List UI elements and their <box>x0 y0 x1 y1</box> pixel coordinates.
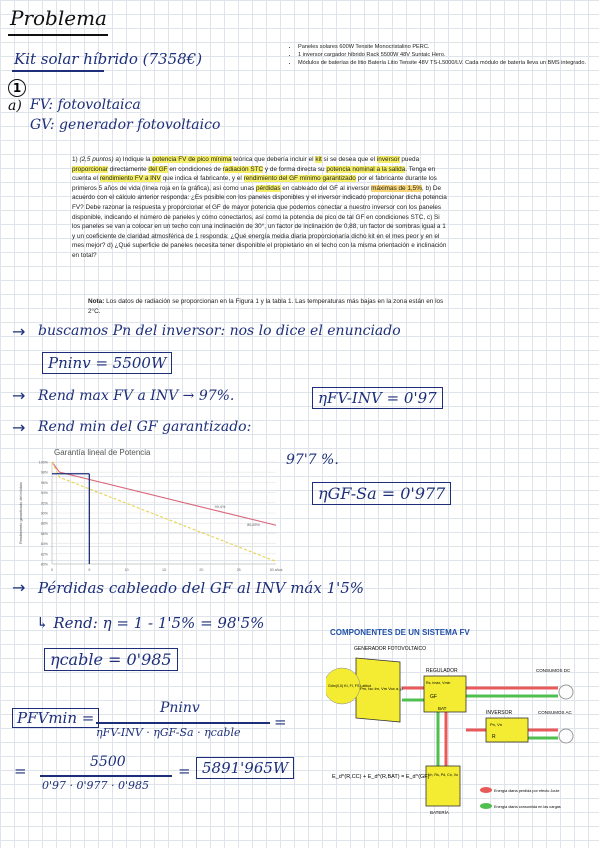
fraction-1-numerator: Pninv <box>160 700 200 716</box>
title-underline <box>8 34 108 36</box>
work-line-4: Pérdidas cableado del GF al INV máx 1'5% <box>38 579 365 597</box>
x-tick-label: 15 <box>162 568 166 572</box>
legend-green-swatch <box>480 803 492 809</box>
eta-fv-inv-box: ηFV-INV = 0'97 <box>312 387 443 409</box>
problem-text-segment: teórica que debería incluir el <box>231 156 316 163</box>
problem-text-segment: a) Indique la <box>113 156 153 163</box>
x-tick-label: 5 <box>88 568 91 572</box>
consumos-dc-label: CONSUMOS DC <box>536 668 571 673</box>
x-tick-label: 25 <box>236 568 241 572</box>
problem-points: (2,5 puntos) <box>79 156 114 163</box>
eta-cable-box: ηcable = 0'985 <box>44 648 178 671</box>
y-tick-label: 88% <box>40 521 48 526</box>
legend-green-text: Energía diaria consumida en las cargas <box>494 805 561 809</box>
generator-label: GENERADOR FOTOVOLTAICO <box>354 646 426 652</box>
consumos-ac-label: CONSUMOS AC <box>538 710 572 715</box>
highlighted-phrase: pérdidas <box>256 184 281 192</box>
problem-text-segment: . Tenga en cuenta el <box>72 165 435 183</box>
series-line-1 <box>52 462 276 561</box>
highlighted-phrase: rendimiento FV a INV <box>99 175 161 183</box>
x-tick-label: 20 <box>199 568 204 572</box>
problem-text-segment: si se desea que el <box>321 156 377 163</box>
legend-red-swatch <box>480 787 492 793</box>
problem-text-segment: en cableado del GF al inversor <box>280 184 372 192</box>
note-text: Los datos de radiación se proporcionan en la Figura 1 y la tabla 1. Las temperaturas más bajas en la zona están en los 2°C. <box>88 298 444 315</box>
highlighted-phrase: potencia nominal a la salida <box>326 165 406 173</box>
generator-inputs: Gdm(0,0) Kt, FI, FS Latitud <box>328 684 372 688</box>
y-tick-label: 80% <box>40 562 48 567</box>
data-label: 86,85% <box>247 523 261 528</box>
y-tick-label: 90% <box>40 511 48 516</box>
pn-inv-box: Pninv = 5500W <box>42 352 172 374</box>
kit-label: Kit solar híbrido (7358€) <box>14 50 203 68</box>
eta-gf-box: ηGF-Sa = 0'977 <box>312 482 451 505</box>
regulator-label: REGULADOR <box>426 668 458 674</box>
regulator-params: Rs, Imax, Vmin <box>426 681 451 685</box>
x-tick-label: 30 años <box>269 568 283 572</box>
kit-item: • Paneles solares 600W Tensite Monocristalino PERC. <box>298 43 598 51</box>
problem-text-segment: que indica el fabricante, y el <box>160 175 244 183</box>
problem-note <box>88 297 448 316</box>
work-line-5: ↳ Rend: η = 1 - 1'5% = 98'5% <box>36 614 265 632</box>
problem-text-segment: , b) De acuerdo con el cálculo anterior responda: ¿Es posible con los paneles disponibles y el inversor indicado proporcionar dicha potencia FV? Debe razonar la respuesta y proporcionar el GF de mayor potencia que podemos conectar a nuestro inversor con los paneles disponible, indicando el número de paneles y cómo conectarlos, así como la potencia de pico de tal GF en condiciones STC, c) Si los paneles se van a colocar en un techo con una inclinación de 30°, un factor de inclinación de 0,88, un factor de sombras igual a 1 y un coeficiente de claridad atmosférica de 1 responda: ¿Qué energía media diaria proporcionaría dicho kit en el mes peor y en el mes mejor? d) ¿Qué superficie de paneles necesita tener disponible el propietario en el techo con la misma orientación e inclinación en total? <box>72 184 447 259</box>
legend-red-text: Energía diaria perdida por efecto Joule <box>494 789 560 793</box>
regulator-bat: BAT <box>438 706 447 711</box>
gf-percentage: 97'7 %. <box>286 452 339 468</box>
battery-params: Vn, Rs, Pd, Cn, Vo <box>428 773 458 777</box>
work-line-2: Rend max FV a INV → 97%. <box>38 388 235 404</box>
y-tick-label: 98% <box>40 470 48 475</box>
problem-number: 1) <box>72 156 78 163</box>
fraction-2-denominator: 0'97 · 0'977 · 0'985 <box>42 779 150 792</box>
problem-text-segment: directamente <box>107 165 149 173</box>
y-axis-label: Rendimiento garantizado del módulo <box>19 482 23 544</box>
inverter-r: R <box>492 734 496 740</box>
arrow-icon: → <box>12 578 26 597</box>
dc-bulb-icon <box>559 685 573 699</box>
highlighted-phrase: rendimiento del GF mínimo garantizado <box>243 175 356 183</box>
highlighted-phrase: proporcionar <box>72 165 108 173</box>
fraction-1-denominator: ηFV-INV · ηGF-Sa · ηcable <box>96 726 241 739</box>
equals-2: = <box>14 762 27 780</box>
battery-label: BATERÍA <box>430 810 449 815</box>
highlighted-phrase: máximas de 1,5% <box>371 184 422 192</box>
problem-text-segment: por el fabricante durante los primeros 5 años de vida (línea roja en la gráfica), así como unas <box>72 175 437 192</box>
problem-text-segment: y de forma directa su <box>263 165 327 173</box>
highlighted-phrase: del GF <box>148 165 168 173</box>
fv-definition: FV: fotovoltaica <box>30 97 141 113</box>
regulator-gf: GF <box>430 694 437 700</box>
question-number-circle: 1 <box>8 79 26 97</box>
energy-balance-formula: E_d^(R,CC) + E_d^(R,BAT) = E_d^(GF) <box>332 774 430 780</box>
pfv-min-label: PFVmin = <box>12 708 99 728</box>
highlighted-phrase: radiación STC <box>222 165 264 173</box>
y-tick-label: 92% <box>40 501 48 506</box>
fraction-1-bar <box>96 722 270 724</box>
note-label: Nota: <box>88 298 105 305</box>
x-tick-label: 0 <box>51 568 53 572</box>
y-tick-label: 94% <box>40 491 48 496</box>
y-tick-label: 100% <box>38 460 48 465</box>
arrow-icon: → <box>12 418 26 437</box>
fraction-1-equals: = <box>274 713 287 731</box>
kit-underline <box>12 70 104 72</box>
highlighted-phrase: potencia FV de pico mínima <box>152 156 232 163</box>
kit-item: • 1 inversor cargador híbrido Rack 5500W 48V Suntaic Hero. <box>298 51 598 59</box>
gv-definition: GV: generador fotovoltaico <box>30 117 221 133</box>
y-tick-label: 82% <box>40 552 48 557</box>
work-line-1: buscamos Pn del inversor: nos lo dice el enunciado <box>38 323 401 339</box>
highlighted-phrase: inversor <box>376 156 400 163</box>
problem-text-segment: en condiciones de <box>167 165 223 173</box>
page-title: Problema <box>10 6 107 30</box>
problem-text <box>72 156 447 259</box>
kit-items-list <box>288 43 598 67</box>
fraction-2-numerator: 5500 <box>90 754 126 770</box>
result-box: 5891'965W <box>196 757 294 779</box>
problem-text-segment: pueda <box>399 156 420 163</box>
data-label: 90,4% <box>214 504 226 509</box>
generator-params: Pm, Isc Im, Vm Voc α, β <box>360 686 403 691</box>
problem-statement <box>72 155 448 261</box>
part-a-label: a) <box>8 98 22 114</box>
diagram-title: COMPONENTES DE UN SISTEMA FV <box>330 628 470 637</box>
battery-box <box>426 766 460 806</box>
fraction-2-bar <box>40 775 172 777</box>
pv-system-diagram <box>326 640 596 822</box>
y-tick-label: 86% <box>40 531 48 536</box>
power-guarantee-chart <box>14 444 284 574</box>
kit-item: • Módulos de baterías de litio Batería Litio Tensite 48V TS-L5000/LV. Cada módulo de batería lleva un BMS integrado. <box>298 59 598 67</box>
chart-title: Garantía lineal de Potencia <box>54 448 151 457</box>
work-line-3: Rend min del GF garantizado: <box>38 419 252 435</box>
arrow-icon: → <box>12 386 26 405</box>
y-tick-label: 96% <box>40 480 48 485</box>
y-tick-label: 84% <box>40 542 48 547</box>
arrow-icon: → <box>12 322 26 341</box>
fraction-2-equals: = <box>178 762 191 780</box>
x-tick-label: 10 <box>124 568 129 572</box>
inverter-params: Pn, Vn <box>490 722 503 727</box>
inverter-label: INVERSOR <box>486 710 513 716</box>
ac-bulb-icon <box>559 729 573 743</box>
highlighted-phrase: kit <box>315 156 322 163</box>
